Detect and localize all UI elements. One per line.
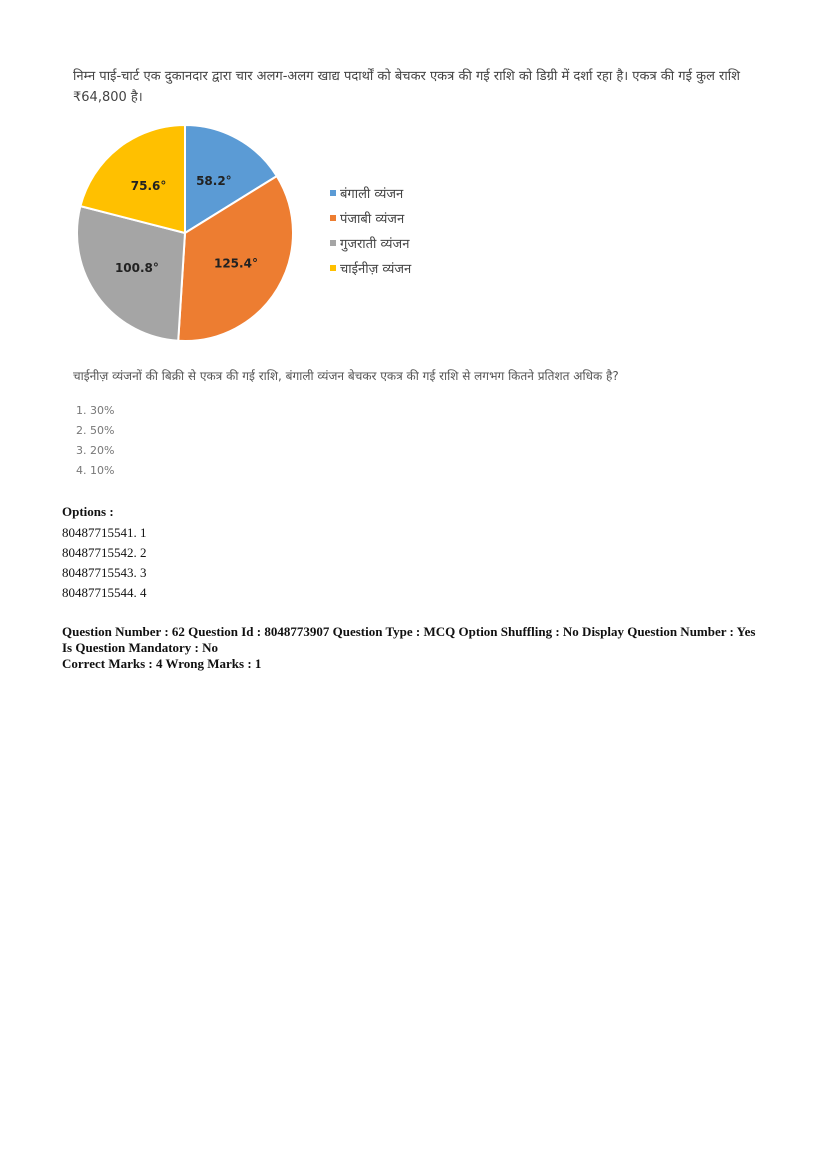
option-row: 80487715544. 4 <box>62 585 147 600</box>
option-row: 80487715543. 3 <box>62 565 147 580</box>
pie-slices <box>77 125 293 341</box>
question-text: चाईनीज़ व्यंजनों की बिक्री से एकत्र की गई राशि, बंगाली व्यंजन बेचकर एकत्र की गई राशि से लगभग कितने प्रतिशत अधिक है? <box>73 369 619 383</box>
pie-slice-label: 125.4° <box>213 256 258 271</box>
legend-swatch <box>330 265 336 271</box>
answer-choice: 3. 20% <box>76 444 115 457</box>
pie-slice-label: 75.6° <box>130 179 167 194</box>
meta-line: Question Number : 62 Question Id : 8048773907 Question Type : MCQ Option Shuffling : No Display Question Number : Yes <box>62 624 756 639</box>
pie-slice-label: 58.2° <box>196 174 232 189</box>
options-block <box>62 504 147 603</box>
legend-label: गुजराती व्यंजन <box>340 237 410 252</box>
answer-choices <box>76 401 114 481</box>
meta-line: Is Question Mandatory : No <box>62 640 219 655</box>
legend-label: बंगाली व्यंजन <box>340 187 404 202</box>
legend-swatch <box>330 190 336 196</box>
option-row: 80487715541. 1 <box>62 525 147 540</box>
legend-label: चाईनीज़ व्यंजन <box>340 262 412 277</box>
legend-swatch <box>330 215 336 221</box>
legend-swatch <box>330 240 336 246</box>
answer-choice: 2. 50% <box>76 424 115 437</box>
legend-label: पंजाबी व्यंजन <box>340 212 405 227</box>
options-title: Options : <box>62 504 114 519</box>
question-meta <box>62 624 792 672</box>
answer-choice: 1. 30% <box>76 404 115 417</box>
meta-line: Correct Marks : 4 Wrong Marks : 1 <box>62 656 262 671</box>
intro-text: निम्न पाई-चार्ट एक दुकानदार द्वारा चार अलग-अलग खाद्य पदार्थों को बेचकर एकत्र की गई राशि को डिग्री में दर्शा रहा है। एकत्र की गई कुल राशि ₹64,800 है। <box>73 69 740 105</box>
pie-chart <box>70 120 470 350</box>
option-row: 80487715542. 2 <box>62 545 147 560</box>
answer-choice: 4. 10% <box>76 464 115 477</box>
pie-slice-label: 100.8° <box>114 260 159 275</box>
chart-legend <box>330 186 412 277</box>
